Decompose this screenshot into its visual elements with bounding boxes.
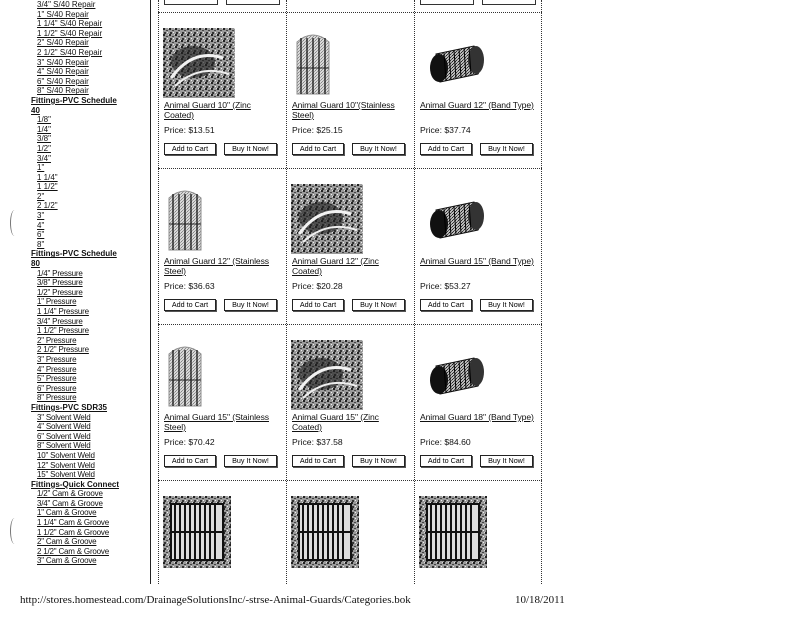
grid-divider <box>158 0 159 584</box>
buy-it-now-button[interactable]: Buy It Now! <box>224 299 277 311</box>
sidebar-item[interactable]: 3" Solvent Weld <box>37 412 91 422</box>
sidebar-item[interactable]: 2" Cam & Groove <box>37 537 97 547</box>
add-to-cart-button[interactable]: Add to Cart <box>420 299 472 311</box>
product-name-link[interactable]: Animal Guard 10"(Stainless Steel) <box>292 100 395 120</box>
sidebar-item[interactable]: 8" <box>37 239 45 249</box>
category-sidebar <box>0 0 151 584</box>
product-name-link[interactable]: Animal Guard 12" (Zinc Coated) <box>292 256 379 276</box>
add-to-cart-button[interactable]: Add to Cart <box>164 299 216 311</box>
grid-divider <box>414 0 415 584</box>
sidebar-item[interactable]: 1" Pressure <box>37 297 77 307</box>
sidebar-item[interactable]: 10" Solvent Weld <box>37 450 95 460</box>
product-price: Price: $36.63 <box>164 281 215 291</box>
sidebar-category-heading[interactable]: 80 <box>31 259 40 269</box>
add-to-cart-button[interactable]: Add to Cart <box>164 455 216 467</box>
sidebar-item[interactable]: 4" <box>37 220 45 230</box>
product-price: Price: $37.74 <box>420 125 471 135</box>
sidebar-category-heading[interactable]: Fittings-PVC SDR35 <box>31 402 108 412</box>
sidebar-category-heading[interactable]: 40 <box>31 105 40 115</box>
cut-off-button <box>226 0 280 5</box>
sidebar-item[interactable]: 3/4" Cam & Groove <box>37 498 103 508</box>
product-name-link[interactable]: Animal Guard 15" (Zinc Coated) <box>292 412 379 432</box>
sidebar-item[interactable]: 3" <box>37 211 45 221</box>
add-to-cart-button[interactable]: Add to Cart <box>164 143 216 155</box>
sidebar-item[interactable]: 3" Pressure <box>37 354 77 364</box>
sidebar-item[interactable]: 3/4" S/40 Repair <box>37 0 96 9</box>
buy-it-now-button[interactable]: Buy It Now! <box>224 143 277 155</box>
cut-off-button <box>420 0 474 5</box>
product-price: Price: $20.28 <box>292 281 343 291</box>
sidebar-item[interactable]: 8" Pressure <box>37 393 77 403</box>
sidebar-item[interactable]: 3" Cam & Groove <box>37 556 97 566</box>
sidebar-item[interactable]: 1" S/40 Repair <box>37 9 89 19</box>
add-to-cart-button[interactable]: Add to Cart <box>292 455 344 467</box>
product-name-link[interactable]: Animal Guard 12" (Stainless Steel) <box>164 256 269 276</box>
sidebar-item[interactable]: 2" <box>37 191 45 201</box>
sidebar-item[interactable]: 1 1/4" Pressure <box>37 307 89 316</box>
buy-it-now-button[interactable]: Buy It Now! <box>480 455 533 467</box>
sidebar-item[interactable]: 15" Solvent Weld <box>37 470 95 480</box>
sidebar-item[interactable]: 3/8" Pressure <box>37 278 83 288</box>
product-price: Price: $13.51 <box>164 125 215 135</box>
sidebar-item[interactable]: 3" S/40 Repair <box>37 57 89 67</box>
sidebar-category-heading[interactable]: Fittings-Quick Connect <box>31 479 119 489</box>
product-price: Price: $84.60 <box>420 437 471 447</box>
sidebar-item[interactable]: 2 1/2" Pressure <box>37 345 89 355</box>
product-name-link[interactable]: Animal Guard 18" (Band Type) <box>420 412 534 422</box>
sidebar-category-heading[interactable]: Fittings-PVC Schedule <box>31 95 117 105</box>
product-price: Price: $70.42 <box>164 437 215 447</box>
grid-divider <box>158 12 542 13</box>
sidebar-item[interactable]: 1" Cam & Groove <box>37 508 97 518</box>
product-name-link[interactable]: Animal Guard 10" (Zinc Coated) <box>164 100 251 120</box>
sidebar-item[interactable]: 1/4" <box>37 124 51 134</box>
grid-divider <box>158 168 542 169</box>
sidebar-item[interactable]: 6" Solvent Weld <box>37 431 91 441</box>
sidebar-item[interactable]: 1/2" Pressure <box>37 287 83 297</box>
hole-punch-mark <box>10 210 19 236</box>
category-list <box>0 0 150 566</box>
sidebar-item[interactable]: 5" Pressure <box>37 374 77 384</box>
sidebar-item[interactable]: 1/2" <box>37 143 51 153</box>
sidebar-item[interactable]: 3/8" <box>37 134 51 144</box>
sidebar-item[interactable]: 1 1/4" <box>37 172 58 182</box>
cut-off-button <box>482 0 536 5</box>
product-name-link[interactable]: Animal Guard 12" (Band Type) <box>420 100 534 110</box>
sidebar-item[interactable]: 4" Pressure <box>37 364 77 374</box>
cut-off-button <box>164 0 218 5</box>
sidebar-item[interactable]: 1/4" Pressure <box>37 268 83 278</box>
sidebar-item[interactable]: 6" S/40 Repair <box>37 76 89 86</box>
sidebar-item[interactable]: 2 1/2" <box>37 201 58 211</box>
sidebar-item[interactable]: 2 1/2" Cam & Groove <box>37 546 109 556</box>
sidebar-item[interactable]: 1 1/2" Pressure <box>37 326 89 336</box>
product-name-link[interactable]: Animal Guard 15" (Stainless Steel) <box>164 412 269 432</box>
sidebar-item[interactable]: 1/2" Cam & Groove <box>37 489 103 499</box>
sidebar-item[interactable]: 8" S/40 Repair <box>37 86 89 96</box>
sidebar-item[interactable]: 1 1/4" Cam & Groove <box>37 518 109 528</box>
sidebar-item[interactable]: 1" <box>37 163 45 173</box>
buy-it-now-button[interactable]: Buy It Now! <box>352 299 405 311</box>
hole-punch-mark <box>10 518 19 544</box>
grid-divider <box>286 0 287 584</box>
buy-it-now-button[interactable]: Buy It Now! <box>352 143 405 155</box>
print-footer-url: http://stores.homestead.com/DrainageSolutionsInc/-strse-Animal-Guards/Categories.bok <box>20 594 411 606</box>
sidebar-item[interactable]: 1 1/2" Cam & Groove <box>37 527 109 537</box>
grid-divider <box>158 324 542 325</box>
sidebar-item[interactable]: 6" Pressure <box>37 383 77 393</box>
sidebar-item[interactable]: 4" Solvent Weld <box>37 422 91 432</box>
buy-it-now-button[interactable]: Buy It Now! <box>480 143 533 155</box>
product-price: Price: $53.27 <box>420 281 471 291</box>
sidebar-item[interactable]: 1/8" <box>37 115 51 125</box>
sidebar-item[interactable]: 3/4" Pressure <box>37 316 83 326</box>
product-price: Price: $37.58 <box>292 437 343 447</box>
print-footer-date: 10/18/2011 <box>515 594 565 606</box>
sidebar-item[interactable]: 2" S/40 Repair <box>37 38 89 48</box>
sidebar-item[interactable]: 1 1/2" <box>37 182 58 192</box>
product-price: Price: $25.15 <box>292 125 343 135</box>
grid-divider <box>158 480 542 481</box>
grid-divider <box>541 0 542 584</box>
sidebar-item[interactable]: 8" Solvent Weld <box>37 441 91 451</box>
sidebar-item[interactable]: 2" Pressure <box>37 335 77 345</box>
buy-it-now-button[interactable]: Buy It Now! <box>352 455 405 467</box>
add-to-cart-button[interactable]: Add to Cart <box>292 299 344 311</box>
sidebar-item[interactable]: 12" Solvent Weld <box>37 460 95 470</box>
add-to-cart-button[interactable]: Add to Cart <box>420 455 472 467</box>
sidebar-item[interactable]: 1 1/2" S/40 Repair <box>37 28 103 38</box>
product-name-link[interactable]: Animal Guard 15" (Band Type) <box>420 256 534 266</box>
sidebar-item[interactable]: 4" S/40 Repair <box>37 67 89 77</box>
sidebar-item[interactable]: 6" <box>37 230 45 240</box>
sidebar-item[interactable]: 1 1/4" S/40 Repair <box>37 19 103 29</box>
buy-it-now-button[interactable]: Buy It Now! <box>480 299 533 311</box>
sidebar-item[interactable]: 3/4" <box>37 153 51 163</box>
sidebar-item[interactable]: 2 1/2" S/40 Repair <box>37 47 103 57</box>
product-grid <box>158 0 542 584</box>
buy-it-now-button[interactable]: Buy It Now! <box>224 455 277 467</box>
sidebar-category-heading[interactable]: Fittings-PVC Schedule <box>31 249 117 259</box>
add-to-cart-button[interactable]: Add to Cart <box>292 143 344 155</box>
add-to-cart-button[interactable]: Add to Cart <box>420 143 472 155</box>
